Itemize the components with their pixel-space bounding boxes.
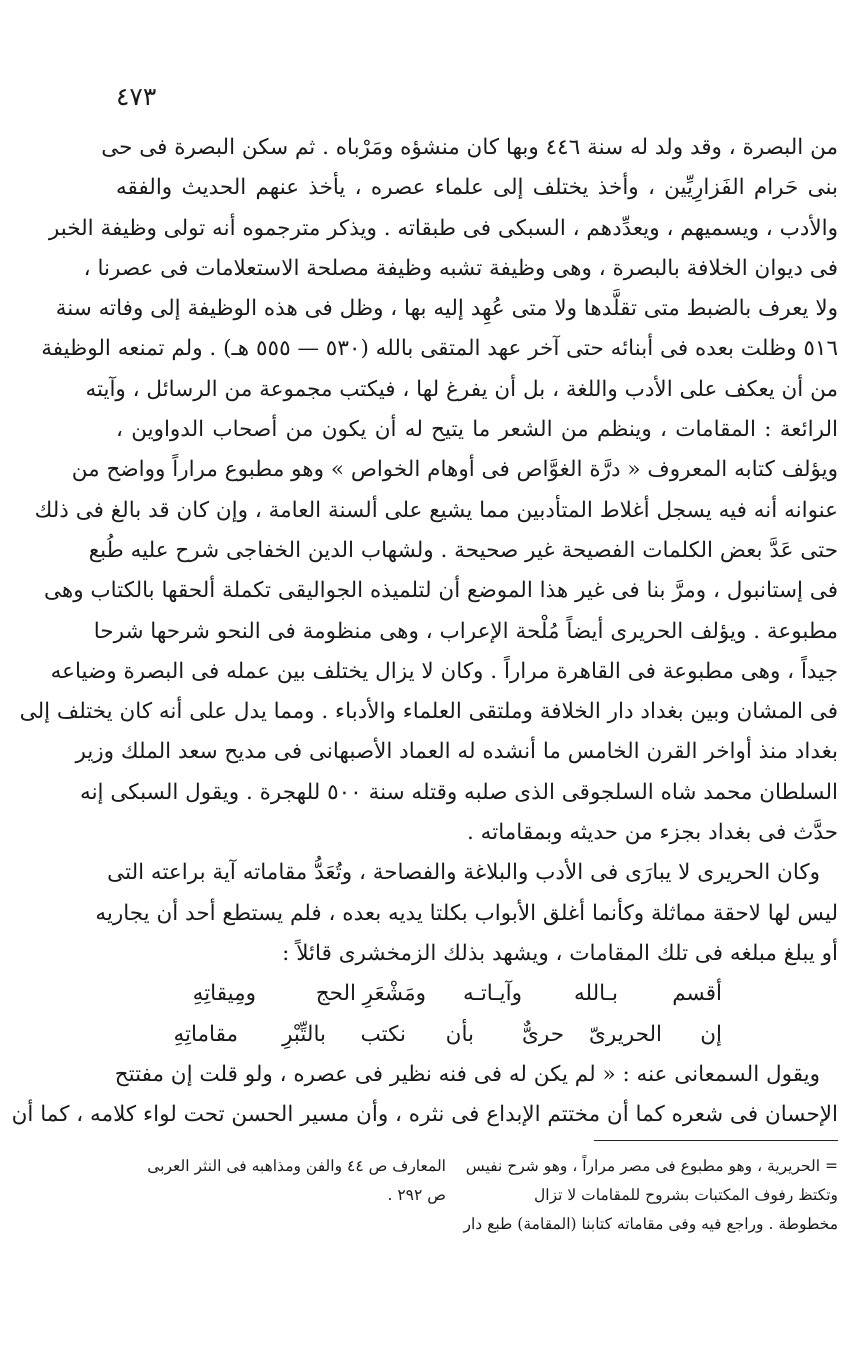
verse-word: ومَشْعَرِ	[362, 981, 426, 1007]
footnote-text: ص ٢٩٢ .	[387, 1186, 446, 1204]
text-line: ويقول السمعانى عنه : « لم يكن له فى فنه نظير فى عصره ، ولو قلت إن مفتتح	[114, 1061, 820, 1087]
text-line: بنى حَرام الفَزارِيِّين ، وأخذ يختلف إلى علماء عصره ، يأخذ عنهم الحديث والفقه	[116, 175, 838, 201]
text-line: جيداً ، وهى مطبوعة فى القاهرة مراراً . وكان لا يزال يختلف بين عمله فى البصرة وضياعه	[50, 658, 838, 684]
verse-word: بالتِّبْرِ	[282, 1021, 326, 1047]
main-text	[11, 128, 838, 1135]
text-line: عنوانه أنه فيه يسجل أغلاط المتأدبين مما يشيع على ألسنة العامة ، وإن كان قد بالغ فى ذلك	[34, 497, 838, 523]
text-line: وكان الحريرى لا يبارَى فى الأدب والبلاغة والفصاحة ، وتُعَدُّ مقاماته آية براعته التى	[107, 860, 820, 886]
verse-word: أقسم	[672, 981, 722, 1007]
verse-word: ومِيقاتِهِ	[192, 981, 256, 1007]
text-line: فى إستانبول ، ومرَّ بنا فى غير هذا الموضع أن لتلميذه الجواليقى تكملة ألحقها بالكتاب وهى	[43, 578, 838, 604]
text-line: فى ديوان الخلافة بالبصرة ، وهى وظيفة تشبه وظيفة مصلحة الاستعلامات فى عصرنا ،	[83, 255, 838, 281]
text-line: ولا يعرف بالضبط متى تقلَّدها ولا متى عُهِد إليه بها ، وظل فى هذه الوظيفة إلى وفاته سنة	[55, 296, 838, 322]
verse-word: الحج	[315, 981, 356, 1007]
text-line: بغداد منذ أواخر القرن الخامس ما أنشده له العماد الأصبهانى فى مديح سعد الملك وزير	[75, 739, 838, 765]
text-line: ٥١٦ وظلت بعده فى أبنائه حتى آخر عهد المتقى بالله (٥٣٠ — ٥٥٥ هـ) . ولم تمنعه الوظيفة	[41, 336, 838, 362]
footnote-divider	[594, 1140, 838, 1141]
footnote-text: مخطوطة . وراجع فيه وفى مقاماته كتابنا (المقامة) طبع دار	[463, 1215, 838, 1233]
verse-word: بأن	[445, 1021, 474, 1047]
text-line: مطبوعة . ويؤلف الحريرى أيضاً مُلْحة الإعراب ، وهى منظومة فى النحو شرحها شرحا	[93, 618, 838, 644]
text-line: حدَّث فى بغداد بجزء من حديثه وبمقاماته .	[467, 820, 838, 846]
footnote-text: = الحريرية ، وهو مطبوع فى مصر مراراً ، وهو شرح نفيس	[465, 1157, 838, 1175]
verse-word: الحريرىّ	[589, 1021, 662, 1047]
verse-line-2	[116, 1015, 722, 1055]
text-line: السلطان محمد شاه السلجوقى الذى صلبه وقتله سنة ٥٠٠ للهجرة . ويقول السبكى إنه	[80, 779, 838, 805]
text-line: ويؤلف كتابه المعروف « درَّة الغوَّاص فى أوهام الخواص » وهو مطبوع مراراً وواضح من	[71, 457, 838, 483]
footnote-text: وتكتظ رفوف المكتبات بشروح للمقامات لا تزال	[534, 1186, 838, 1204]
verse-word: وآيـاتـه	[463, 981, 522, 1007]
footnotes	[116, 1152, 838, 1239]
verse-line-1	[116, 974, 722, 1014]
footnote-text: المعارف ص ٤٤ والفن ومذاهبه فى النثر العربى	[147, 1157, 446, 1175]
verse-word: حرىٌّ	[522, 1021, 564, 1047]
footnote-row	[116, 1181, 838, 1210]
text-line: ليس لها لاحقة مماثلة وكأنما أغلق الأبواب بكلتا يديه بعده ، فلم يستطع أحد أن يجاريه	[95, 900, 838, 926]
text-line: والأدب ، ويسميهم ، ويعدِّدهم ، السبكى فى طبقاته . ويذكر مترجموه أنه تولى وظيفة الخبر	[48, 215, 838, 241]
text-line: من أن يعكف على الأدب واللغة ، بل أن يفرغ لها ، فيكتب مجموعة من الرسائل ، وآيته	[85, 376, 838, 402]
text-line: الإحسان فى شعره كما أن مختتم الإبداع فى نثره ، وأن مسير الحسن تحت لواء كلامه ، كما أن	[11, 1102, 838, 1128]
page-number: ٤٧٣	[116, 82, 157, 111]
text-line: من البصرة ، وقد ولد له سنة ٤٤٦ وبها كان منشؤه ومَرْباه . ثم سكن البصرة فى حى	[101, 135, 838, 160]
text-line: حتى عَدَّ بعض الكلمات الفصيحة غير صحيحة . ولشهاب الدين الخفاجى شرح عليه طُبع	[88, 537, 838, 563]
verse-word: مقاماتِهِ	[173, 1021, 238, 1047]
verse-word: بـالله	[573, 981, 618, 1007]
text-line: فى المشان وبين بغداد دار الخلافة وملتقى العلماء والأدباء . ومما يدل على أنه كان يختلف إلى	[19, 699, 838, 725]
verse-word: إن	[700, 1021, 722, 1047]
text-line: الرائعة : المقامات ، وينظم من الشعر ما يتيح له أن يكون من أصحاب الدواوين ،	[116, 417, 838, 443]
text-line: أو يبلغ مبلغه فى تلك المقامات ، ويشهد بذلك الزمخشرى قائلاً :	[282, 940, 838, 966]
footnote-row	[116, 1152, 838, 1181]
verse-word: نكتب	[360, 1021, 406, 1047]
